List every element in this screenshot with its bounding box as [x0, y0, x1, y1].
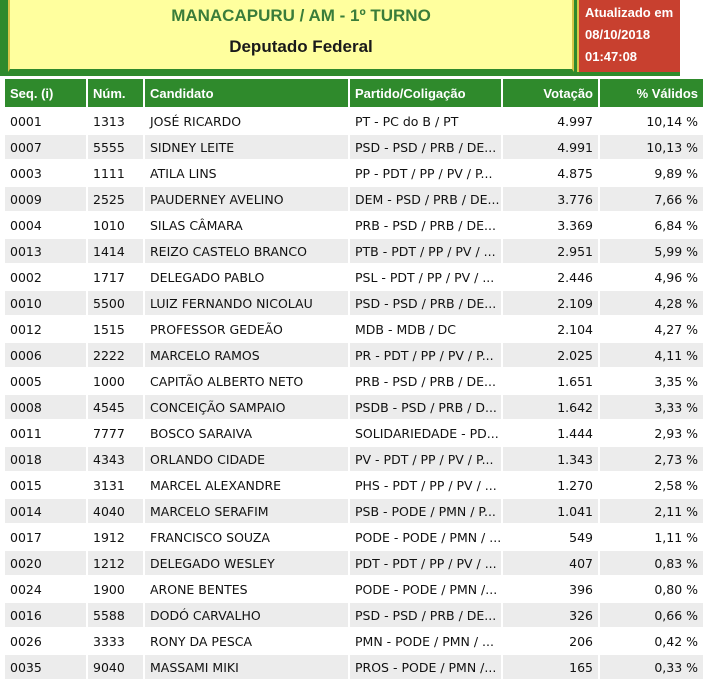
- table-row[interactable]: [4, 498, 704, 524]
- table-row[interactable]: [4, 576, 704, 602]
- column-header-partido[interactable]: Partido/Coligação: [349, 78, 502, 108]
- cell-num: 4040: [87, 498, 144, 524]
- cell-votacao: 2.104: [502, 316, 599, 342]
- cell-num: 4343: [87, 446, 144, 472]
- cell-candidato: MARCELO RAMOS: [144, 342, 349, 368]
- cell-partido: PSB - PODE / PMN / P...: [349, 498, 502, 524]
- table-row[interactable]: [4, 394, 704, 420]
- cell-seq: 0026: [4, 628, 87, 654]
- cell-validos: 10,14 %: [599, 108, 704, 134]
- header-bar: [0, 0, 680, 76]
- cell-seq: 0011: [4, 420, 87, 446]
- cell-votacao: 3.776: [502, 186, 599, 212]
- cell-votacao: 1.642: [502, 394, 599, 420]
- cell-votacao: 1.041: [502, 498, 599, 524]
- cell-votacao: 2.446: [502, 264, 599, 290]
- cell-candidato: PROFESSOR GEDEÃO: [144, 316, 349, 342]
- cell-num: 2525: [87, 186, 144, 212]
- cell-seq: 0006: [4, 342, 87, 368]
- cell-seq: 0024: [4, 576, 87, 602]
- cell-seq: 0001: [4, 108, 87, 134]
- cell-num: 1414: [87, 238, 144, 264]
- cell-votacao: 4.875: [502, 160, 599, 186]
- cell-num: 1912: [87, 524, 144, 550]
- column-header-validos[interactable]: % Válidos: [599, 78, 704, 108]
- table-body: [4, 108, 704, 680]
- cell-partido: DEM - PSD / PRB / DE...: [349, 186, 502, 212]
- cell-seq: 0007: [4, 134, 87, 160]
- cell-validos: 1,11 %: [599, 524, 704, 550]
- cell-candidato: FRANCISCO SOUZA: [144, 524, 349, 550]
- cell-candidato: SIDNEY LEITE: [144, 134, 349, 160]
- results-table: [3, 77, 705, 681]
- cell-partido: PDT - PDT / PP / PV / ...: [349, 550, 502, 576]
- cell-candidato: MARCEL ALEXANDRE: [144, 472, 349, 498]
- cell-seq: 0002: [4, 264, 87, 290]
- cell-validos: 2,11 %: [599, 498, 704, 524]
- cell-votacao: 4.997: [502, 108, 599, 134]
- cell-seq: 0015: [4, 472, 87, 498]
- cell-votacao: 549: [502, 524, 599, 550]
- results-table-container: [3, 77, 698, 680]
- cell-partido: PSD - PSD / PRB / DE...: [349, 602, 502, 628]
- cell-votacao: 1.270: [502, 472, 599, 498]
- cell-partido: PROS - PODE / PMN /...: [349, 654, 502, 680]
- cell-seq: 0017: [4, 524, 87, 550]
- cell-candidato: ATILA LINS: [144, 160, 349, 186]
- table-row[interactable]: [4, 212, 704, 238]
- cell-votacao: 165: [502, 654, 599, 680]
- cell-seq: 0020: [4, 550, 87, 576]
- table-row[interactable]: [4, 628, 704, 654]
- cell-candidato: LUIZ FERNANDO NICOLAU: [144, 290, 349, 316]
- cell-seq: 0005: [4, 368, 87, 394]
- cell-seq: 0008: [4, 394, 87, 420]
- cell-num: 3131: [87, 472, 144, 498]
- cell-validos: 4,27 %: [599, 316, 704, 342]
- table-row[interactable]: [4, 550, 704, 576]
- cell-candidato: JOSÉ RICARDO: [144, 108, 349, 134]
- cell-partido: PMN - PODE / PMN / ...: [349, 628, 502, 654]
- cell-partido: PSD - PSD / PRB / DE...: [349, 290, 502, 316]
- update-panel: [577, 0, 680, 72]
- table-row[interactable]: [4, 472, 704, 498]
- table-row[interactable]: [4, 602, 704, 628]
- cell-num: 1900: [87, 576, 144, 602]
- table-row[interactable]: [4, 524, 704, 550]
- cell-num: 1515: [87, 316, 144, 342]
- cell-validos: 0,80 %: [599, 576, 704, 602]
- cell-votacao: 1.343: [502, 446, 599, 472]
- cell-validos: 10,13 %: [599, 134, 704, 160]
- page-subtitle: Deputado Federal: [229, 37, 373, 56]
- cell-num: 1212: [87, 550, 144, 576]
- cell-validos: 9,89 %: [599, 160, 704, 186]
- table-row[interactable]: [4, 290, 704, 316]
- cell-validos: 4,11 %: [599, 342, 704, 368]
- table-row[interactable]: [4, 420, 704, 446]
- cell-votacao: 206: [502, 628, 599, 654]
- cell-validos: 2,73 %: [599, 446, 704, 472]
- cell-candidato: SILAS CÂMARA: [144, 212, 349, 238]
- update-label: Atualizado em: [585, 5, 674, 20]
- update-date: 08/10/2018: [585, 27, 651, 42]
- cell-num: 1313: [87, 108, 144, 134]
- column-header-num[interactable]: Núm.: [87, 78, 144, 108]
- cell-num: 1717: [87, 264, 144, 290]
- cell-validos: 4,28 %: [599, 290, 704, 316]
- table-row[interactable]: [4, 238, 704, 264]
- cell-votacao: 326: [502, 602, 599, 628]
- table-row[interactable]: [4, 342, 704, 368]
- column-header-votacao[interactable]: Votação: [502, 78, 599, 108]
- cell-validos: 2,58 %: [599, 472, 704, 498]
- table-row[interactable]: [4, 368, 704, 394]
- cell-seq: 0004: [4, 212, 87, 238]
- column-header-candidato[interactable]: Candidato: [144, 78, 349, 108]
- table-row[interactable]: [4, 446, 704, 472]
- cell-num: 3333: [87, 628, 144, 654]
- cell-seq: 0018: [4, 446, 87, 472]
- update-time: 01:47:08: [585, 49, 638, 64]
- cell-votacao: 1.444: [502, 420, 599, 446]
- title-panel: [8, 0, 574, 72]
- cell-candidato: RONY DA PESCA: [144, 628, 349, 654]
- cell-partido: PR - PDT / PP / PV / P...: [349, 342, 502, 368]
- cell-candidato: BOSCO SARAIVA: [144, 420, 349, 446]
- cell-partido: PV - PDT / PP / PV / P...: [349, 446, 502, 472]
- cell-validos: 7,66 %: [599, 186, 704, 212]
- cell-partido: SOLIDARIEDADE - PD...: [349, 420, 502, 446]
- cell-num: 5500: [87, 290, 144, 316]
- cell-validos: 5,99 %: [599, 238, 704, 264]
- cell-num: 5555: [87, 134, 144, 160]
- cell-num: 2222: [87, 342, 144, 368]
- cell-num: 1111: [87, 160, 144, 186]
- table-header-row: [4, 78, 704, 108]
- table-row[interactable]: [4, 134, 704, 160]
- cell-num: 9040: [87, 654, 144, 680]
- cell-seq: 0016: [4, 602, 87, 628]
- cell-num: 5588: [87, 602, 144, 628]
- cell-votacao: 1.651: [502, 368, 599, 394]
- cell-partido: PODE - PODE / PMN /...: [349, 576, 502, 602]
- cell-validos: 6,84 %: [599, 212, 704, 238]
- cell-partido: PHS - PDT / PP / PV / ...: [349, 472, 502, 498]
- cell-validos: 0,33 %: [599, 654, 704, 680]
- cell-validos: 3,33 %: [599, 394, 704, 420]
- cell-partido: PSL - PDT / PP / PV / ...: [349, 264, 502, 290]
- cell-num: 1000: [87, 368, 144, 394]
- table-row[interactable]: [4, 316, 704, 342]
- cell-num: 4545: [87, 394, 144, 420]
- cell-votacao: 2.025: [502, 342, 599, 368]
- cell-validos: 3,35 %: [599, 368, 704, 394]
- cell-seq: 0014: [4, 498, 87, 524]
- cell-num: 1010: [87, 212, 144, 238]
- table-row[interactable]: [4, 654, 704, 680]
- cell-votacao: 4.991: [502, 134, 599, 160]
- cell-candidato: ORLANDO CIDADE: [144, 446, 349, 472]
- cell-seq: 0009: [4, 186, 87, 212]
- cell-seq: 0035: [4, 654, 87, 680]
- cell-partido: PRB - PSD / PRB / DE...: [349, 368, 502, 394]
- table-row[interactable]: [4, 108, 704, 134]
- table-row[interactable]: [4, 160, 704, 186]
- cell-partido: PP - PDT / PP / PV / P...: [349, 160, 502, 186]
- cell-seq: 0012: [4, 316, 87, 342]
- cell-candidato: CAPITÃO ALBERTO NETO: [144, 368, 349, 394]
- cell-candidato: MASSAMI MIKI: [144, 654, 349, 680]
- cell-votacao: 3.369: [502, 212, 599, 238]
- cell-validos: 4,96 %: [599, 264, 704, 290]
- cell-seq: 0003: [4, 160, 87, 186]
- cell-validos: 0,66 %: [599, 602, 704, 628]
- cell-validos: 0,42 %: [599, 628, 704, 654]
- cell-candidato: CONCEIÇÃO SAMPAIO: [144, 394, 349, 420]
- cell-candidato: DELEGADO PABLO: [144, 264, 349, 290]
- table-row[interactable]: [4, 264, 704, 290]
- cell-partido: MDB - MDB / DC: [349, 316, 502, 342]
- cell-validos: 2,93 %: [599, 420, 704, 446]
- cell-seq: 0013: [4, 238, 87, 264]
- cell-candidato: DODÓ CARVALHO: [144, 602, 349, 628]
- cell-partido: PODE - PODE / PMN / ...: [349, 524, 502, 550]
- cell-validos: 0,83 %: [599, 550, 704, 576]
- cell-partido: PSD - PSD / PRB / DE...: [349, 134, 502, 160]
- cell-num: 7777: [87, 420, 144, 446]
- cell-candidato: MARCELO SERAFIM: [144, 498, 349, 524]
- cell-candidato: REIZO CASTELO BRANCO: [144, 238, 349, 264]
- cell-partido: PSDB - PSD / PRB / D...: [349, 394, 502, 420]
- cell-votacao: 407: [502, 550, 599, 576]
- column-header-seq[interactable]: Seq. (i): [4, 78, 87, 108]
- page-title: MANACAPURU / AM - 1º TURNO: [171, 6, 431, 25]
- cell-votacao: 396: [502, 576, 599, 602]
- cell-candidato: ARONE BENTES: [144, 576, 349, 602]
- cell-partido: PTB - PDT / PP / PV / ...: [349, 238, 502, 264]
- cell-candidato: PAUDERNEY AVELINO: [144, 186, 349, 212]
- table-row[interactable]: [4, 186, 704, 212]
- cell-votacao: 2.109: [502, 290, 599, 316]
- cell-votacao: 2.951: [502, 238, 599, 264]
- cell-partido: PT - PC do B / PT: [349, 108, 502, 134]
- cell-partido: PRB - PSD / PRB / DE...: [349, 212, 502, 238]
- cell-seq: 0010: [4, 290, 87, 316]
- cell-candidato: DELEGADO WESLEY: [144, 550, 349, 576]
